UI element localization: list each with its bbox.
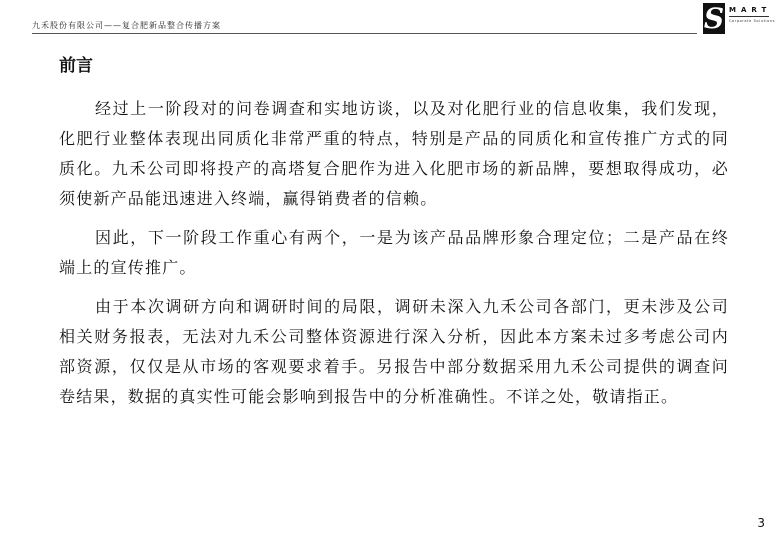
logo-wordmark: MART bbox=[729, 6, 772, 14]
logo-tagline: Corporate Solutions bbox=[729, 19, 776, 23]
page-number: 3 bbox=[757, 516, 765, 530]
header-title: 九禾股份有限公司——复合肥新品整合传播方案 bbox=[32, 21, 221, 30]
logo-mark: S bbox=[703, 2, 725, 35]
company-logo bbox=[703, 2, 776, 35]
logo-divider bbox=[729, 16, 769, 17]
body-content bbox=[59, 94, 729, 421]
header-divider bbox=[32, 33, 697, 34]
paragraph-3: 由于本次调研方向和调研时间的局限，调研未深入九禾公司各部门，更未涉及公司相关财务报表，无法对九禾公司整体资源进行深入分析，因此本方案未过多考虑公司内部资源，仅仅是从市场的客观要求着手。另报告中部分数据采用九禾公司提供的调查问卷结果，数据的真实性可能会影响到报告中的分析准确性。不详之处，敬请指正。 bbox=[59, 297, 729, 406]
paragraph-2: 因此，下一阶段工作重心有两个，一是为该产品品牌形象合理定位；二是产品在终端上的宣传推广。 bbox=[59, 228, 729, 277]
section-heading: 前言 bbox=[59, 56, 93, 76]
paragraph-1: 经过上一阶段对的问卷调查和实地访谈，以及对化肥行业的信息收集，我们发现，化肥行业整体表现出同质化非常严重的特点，特别是产品的同质化和宣传推广方式的同质化。九禾公司即将投产的高塔复合肥作为进入化肥市场的新品牌，要想取得成功，必须使新产品能迅速进入终端，赢得销费者的信赖。 bbox=[59, 99, 729, 208]
